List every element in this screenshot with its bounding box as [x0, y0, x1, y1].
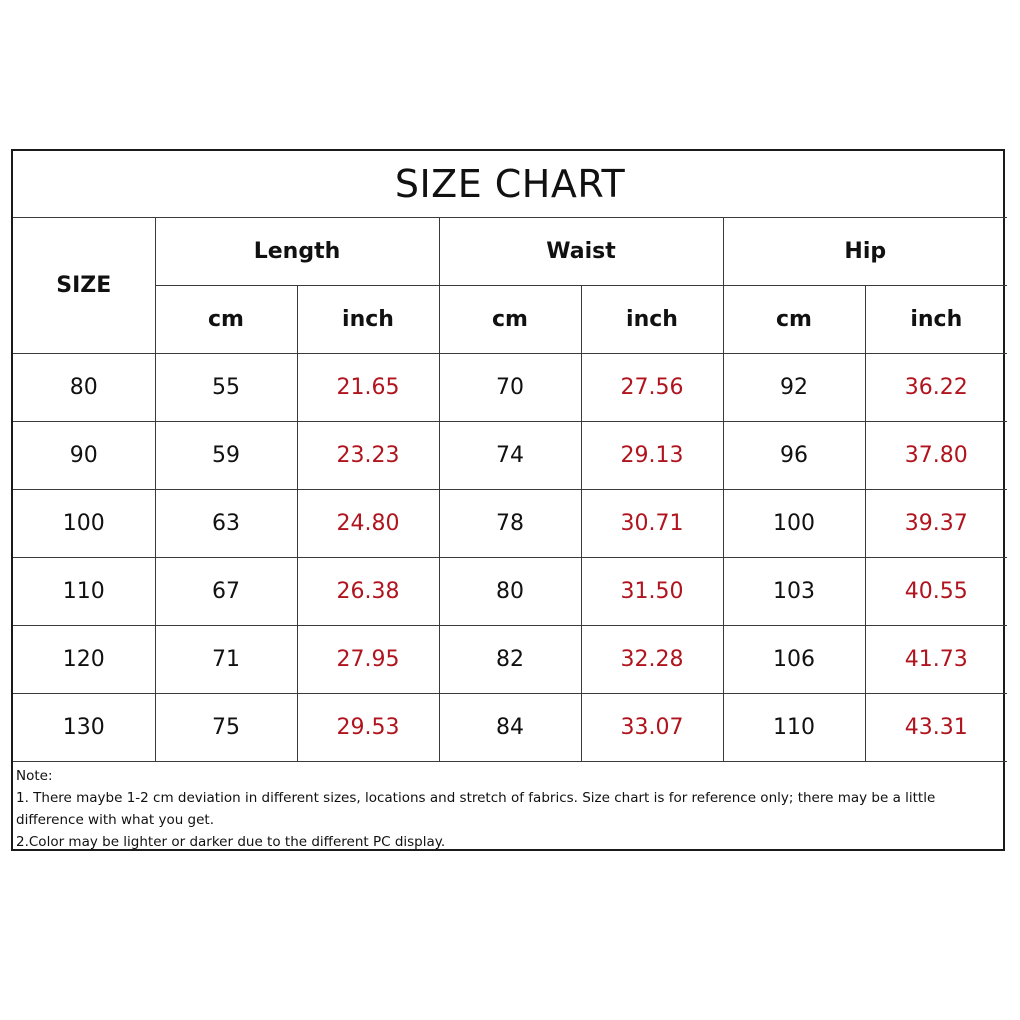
note-line-1: 1. There maybe 1-2 cm deviation in different sizes, locations and stretch of fabrics. Size chart is for reference only; there may be a little difference with what you get.	[16, 790, 936, 828]
inch-value: 36.22	[865, 354, 1007, 422]
size-value: 80	[13, 354, 155, 422]
size-value: 100	[13, 490, 155, 558]
cm-value: 96	[723, 422, 865, 490]
inch-value: 39.37	[865, 490, 1007, 558]
note-row	[13, 762, 1007, 855]
inch-value: 30.71	[581, 490, 723, 558]
table-row	[13, 694, 1007, 762]
inch-value: 43.31	[865, 694, 1007, 762]
table-row	[13, 422, 1007, 490]
group-header-hip: Hip	[723, 218, 1007, 286]
cm-value: 110	[723, 694, 865, 762]
size-value: 110	[13, 558, 155, 626]
inch-value: 21.65	[297, 354, 439, 422]
cm-value: 78	[439, 490, 581, 558]
inch-value: 27.95	[297, 626, 439, 694]
unit-header: inch	[297, 286, 439, 354]
title-row	[13, 151, 1007, 218]
inch-value: 41.73	[865, 626, 1007, 694]
group-header-length: Length	[155, 218, 439, 286]
cm-value: 75	[155, 694, 297, 762]
table-row	[13, 626, 1007, 694]
inch-value: 29.13	[581, 422, 723, 490]
note-line-2: 2.Color may be lighter or darker due to the different PC display.	[16, 834, 446, 850]
inch-value: 32.28	[581, 626, 723, 694]
inch-value: 24.80	[297, 490, 439, 558]
cm-value: 82	[439, 626, 581, 694]
size-rows	[13, 354, 1007, 762]
group-header-row	[13, 218, 1007, 286]
cm-value: 92	[723, 354, 865, 422]
inch-value: 27.56	[581, 354, 723, 422]
size-value: 90	[13, 422, 155, 490]
table-row	[13, 354, 1007, 422]
size-value: 120	[13, 626, 155, 694]
size-table	[13, 151, 1007, 854]
size-value: 130	[13, 694, 155, 762]
unit-header: inch	[581, 286, 723, 354]
unit-header-row	[13, 286, 1007, 354]
note-heading: Note:	[16, 768, 53, 784]
cm-value: 100	[723, 490, 865, 558]
cm-value: 55	[155, 354, 297, 422]
unit-header: cm	[155, 286, 297, 354]
size-column-header: SIZE	[13, 218, 155, 354]
inch-value: 26.38	[297, 558, 439, 626]
cm-value: 74	[439, 422, 581, 490]
cm-value: 80	[439, 558, 581, 626]
cm-value: 71	[155, 626, 297, 694]
inch-value: 37.80	[865, 422, 1007, 490]
size-chart	[11, 149, 1005, 851]
cm-value: 84	[439, 694, 581, 762]
cm-value: 106	[723, 626, 865, 694]
note	[13, 762, 1007, 855]
inch-value: 40.55	[865, 558, 1007, 626]
unit-header: cm	[723, 286, 865, 354]
cm-value: 67	[155, 558, 297, 626]
inch-value: 23.23	[297, 422, 439, 490]
unit-header: inch	[865, 286, 1007, 354]
group-header-waist: Waist	[439, 218, 723, 286]
inch-value: 33.07	[581, 694, 723, 762]
table-row	[13, 558, 1007, 626]
cm-value: 103	[723, 558, 865, 626]
chart-title: SIZE CHART	[13, 151, 1007, 218]
cm-value: 63	[155, 490, 297, 558]
inch-value: 29.53	[297, 694, 439, 762]
inch-value: 31.50	[581, 558, 723, 626]
unit-header: cm	[439, 286, 581, 354]
table-row	[13, 490, 1007, 558]
cm-value: 70	[439, 354, 581, 422]
cm-value: 59	[155, 422, 297, 490]
